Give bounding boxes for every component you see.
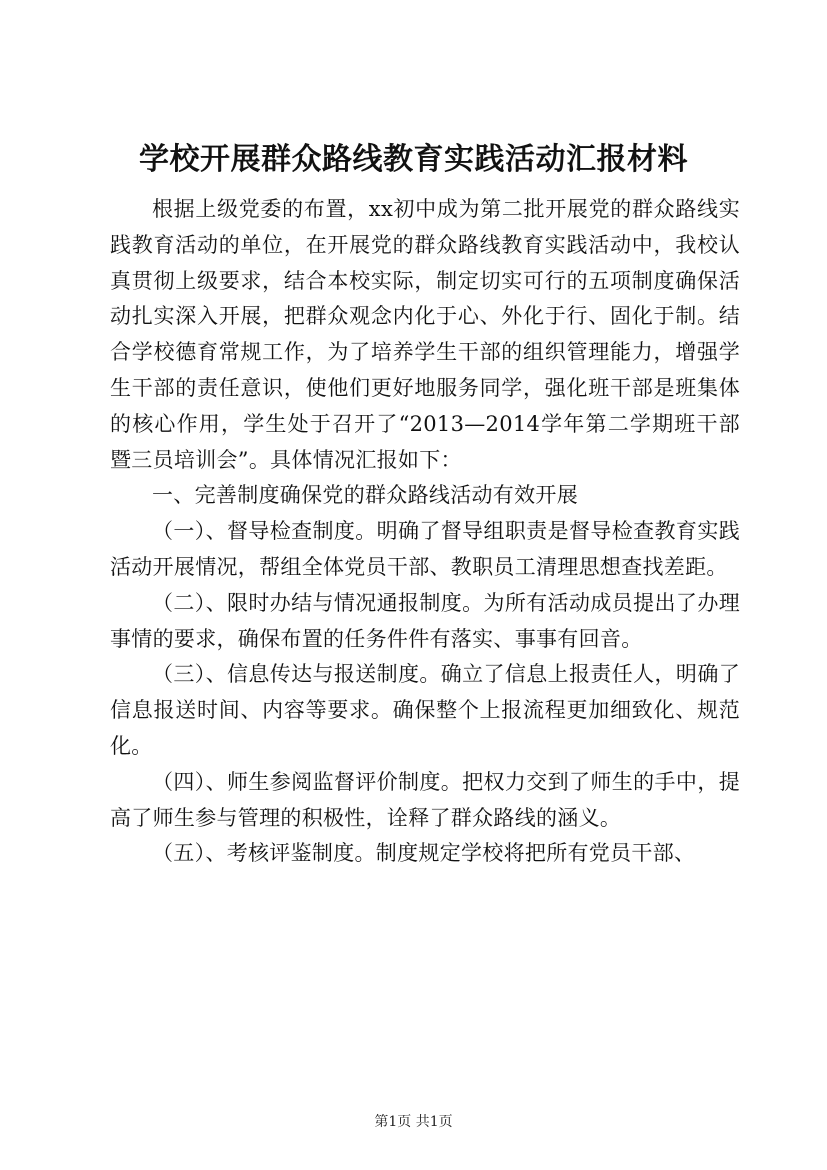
paragraph-item-1: （一）、督导检查制度。明确了督导组职责是督导检查教育实践活动开展情况，帮组全体党员干部、教职员工清理思想查找差距。 bbox=[110, 519, 740, 579]
section-heading: 一、完善制度确保党的群众路线活动有效开展 bbox=[152, 483, 578, 508]
paragraph-item-3: （三）、信息传达与报送制度。确立了信息上报责任人，明确了信息报送时间、内容等要求。确保整个上报流程更加细致化、规范化。 bbox=[110, 662, 740, 758]
document-title: 学校开展群众路线教育实践活动汇报材料 bbox=[139, 142, 688, 177]
page-footer: 第1页 共1页 bbox=[374, 1114, 453, 1130]
intro-paragraph: 根据上级党委的布置，xx初中成为第二批开展党的群众路线实践教育活动的单位，在开展党的群众路线教育实践活动中，我校认真贯彻上级要求，结合本校实际，制定切实可行的五项制度确保活动扎实深入开展，把群众观念内化于心、外化于行、固化于制。结合学校德育常规工作，为了培养学生干部的组织管理能力，增强学生干部的责任意识，使他们更好地服务同学，强化班干部是班集体的核心作用，学生处于召开了“2013—2014学年第二学期班干部暨三员培训会”。具体情况汇报如下： bbox=[110, 197, 740, 472]
document-body bbox=[110, 192, 740, 872]
paragraph-item-2: （二）、限时办结与情况通报制度。为所有活动成员提出了办理事情的要求，确保布置的任务件件有落实、事事有回音。 bbox=[110, 590, 740, 651]
paragraph-item-5: （五）、考核评鉴制度。制度规定学校将把所有党员干部、 bbox=[152, 841, 696, 866]
paragraph-item-4: （四）、师生参阅监督评价制度。把权力交到了师生的手中，提高了师生参与管理的积极性，诠释了群众路线的涵义。 bbox=[110, 769, 740, 830]
